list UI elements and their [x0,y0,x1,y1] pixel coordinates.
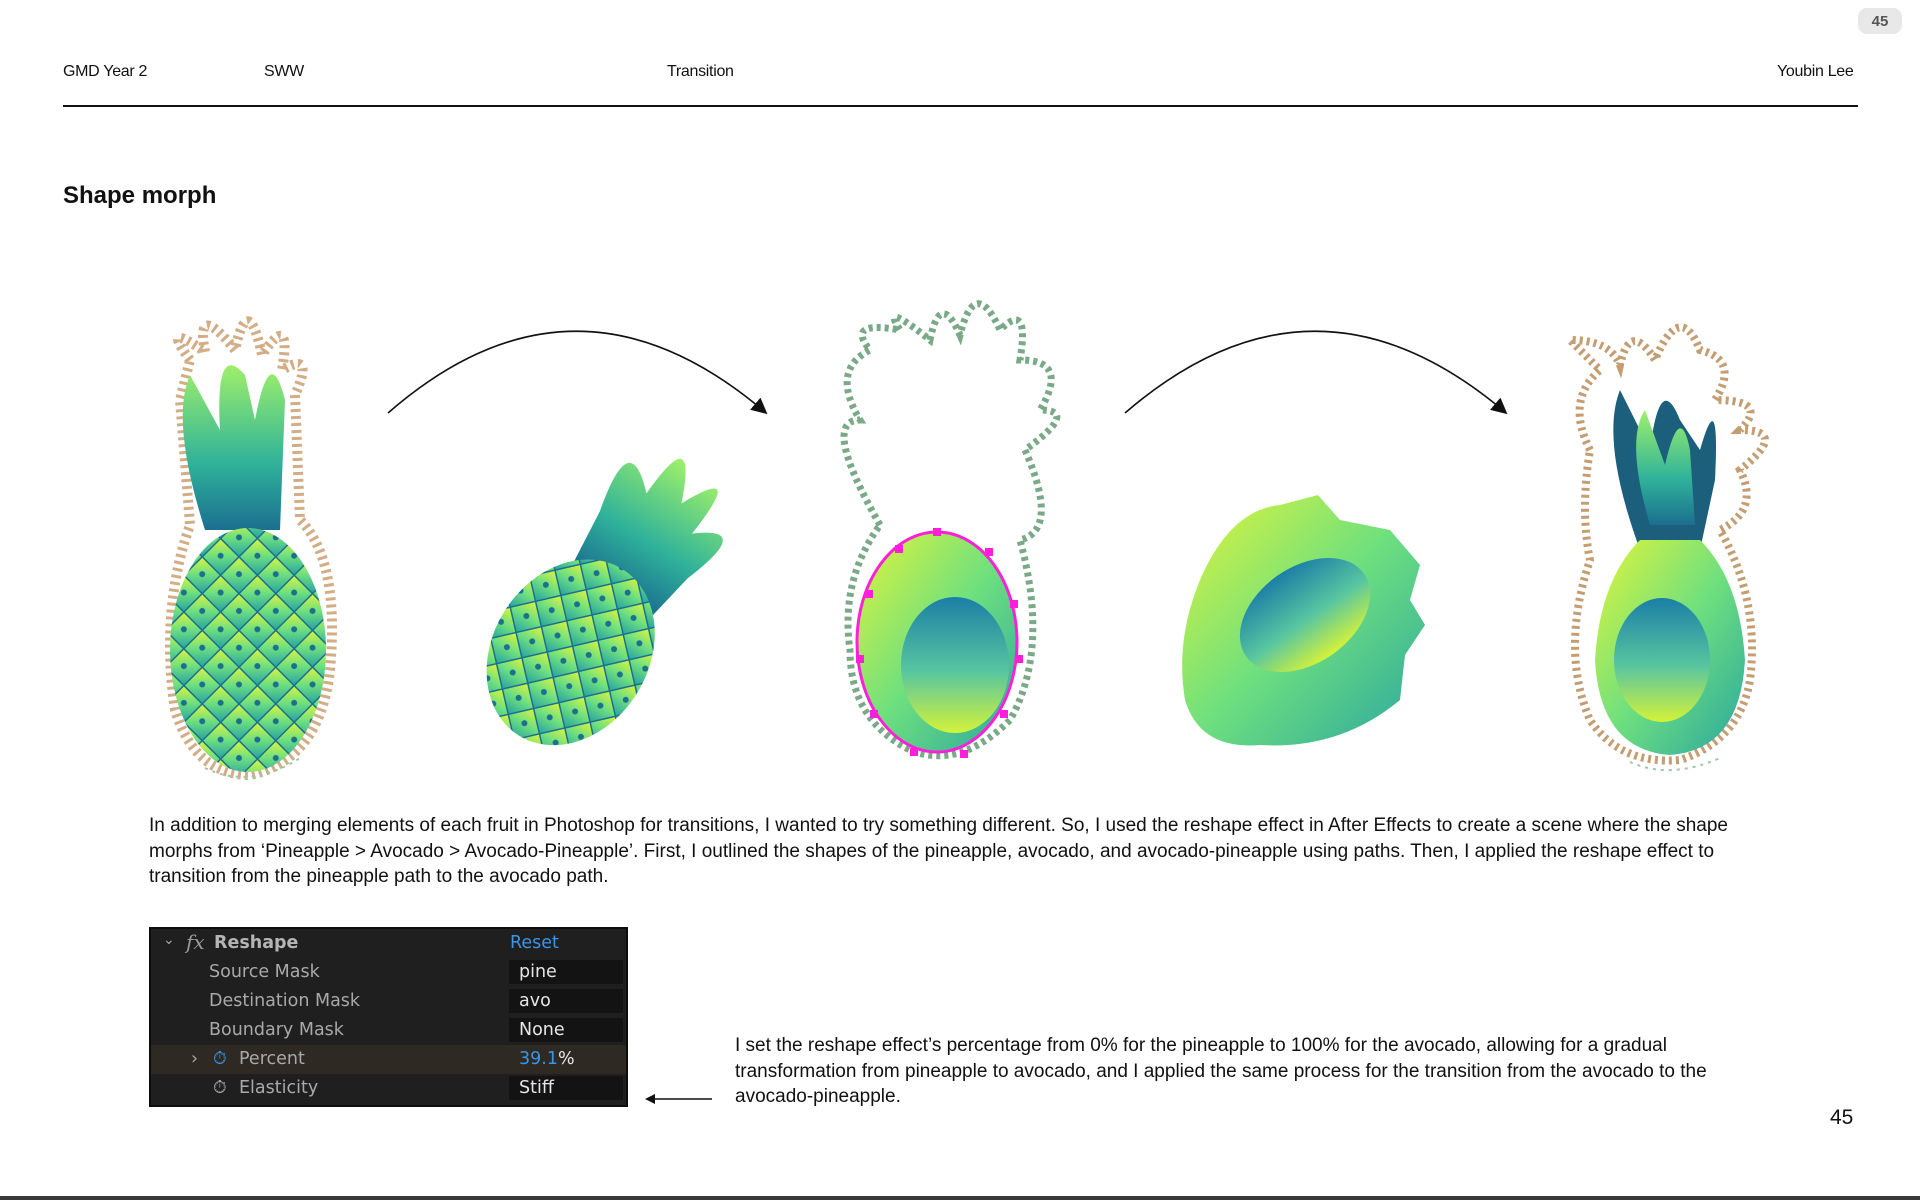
pineapple-image [170,321,332,777]
left-arrow-icon [645,1091,713,1107]
avocado-morph-image [1182,495,1425,745]
chevron-down-icon[interactable]: ⌄ [163,932,175,948]
page-badge: 45 [1858,8,1902,34]
percent-label: Percent [239,1049,305,1069]
destination-mask-dropdown[interactable]: avo [509,989,623,1013]
destination-mask-row [151,987,626,1016]
body-paragraph: In addition to merging elements of each fruit in Photoshop for transitions, I wanted to try something different. So, I used the reshape effect in After Effects to create a scene where the shape morphs from ‘Pineapple > Avocado > Avocado-Pineapple’. First, I outlined the shapes of the pineapple, avocado, and avocado-pineapple using paths. Then, I applied the reshape effect to transition from the pineapple path to the avocado path. [149,815,1728,887]
chevron-right-icon[interactable]: › [191,1049,198,1069]
destination-mask-label: Destination Mask [209,991,361,1011]
avocado-path-image [844,304,1057,758]
arrow-1 [388,331,765,413]
page-number: 45 [1830,1106,1854,1129]
percent-row [151,1045,626,1074]
elasticity-row [151,1074,626,1103]
header-author: Youbin Lee [1777,63,1854,80]
header-course: GMD Year 2 [63,63,148,80]
source-mask-dropdown[interactable]: pine [509,960,623,984]
effect-name: Reshape [214,933,299,953]
stopwatch-icon[interactable]: ⏱ [213,1078,227,1098]
stopwatch-icon[interactable]: ⏱ [213,1049,227,1069]
elasticity-dropdown[interactable]: Stiff [509,1076,623,1100]
header-rule [63,105,1858,107]
effect-header-row[interactable] [151,929,626,958]
source-mask-label: Source Mask [209,962,320,982]
morph-sequence-illustration [0,280,1920,790]
avocado-pineapple-image [1570,327,1765,770]
elasticity-label: Elasticity [239,1078,319,1098]
fx-icon[interactable]: fx [186,930,205,954]
source-mask-row [151,958,626,987]
reshape-effect-panel [149,927,628,1107]
caption-paragraph: I set the reshape effect’s percentage from 0% for the pineapple to 100% for the avocado, allowing for a gradual transformation from pineapple to avocado, and I applied the same process for the transition from the avocado to the avocado-pineapple. [735,1035,1707,1107]
boundary-mask-label: Boundary Mask [209,1020,344,1040]
header-topic: Transition [667,63,734,80]
bottom-bar [0,1196,1920,1200]
arrow-2 [1125,331,1505,413]
reset-link[interactable]: Reset [510,933,559,953]
boundary-mask-row [151,1016,626,1045]
page-title: Shape morph [63,182,217,209]
percent-value[interactable]: 39.1% [519,1049,575,1069]
tilted-pineapple-image [453,422,755,777]
boundary-mask-dropdown[interactable]: None [509,1018,623,1042]
header-module: SWW [264,63,304,80]
